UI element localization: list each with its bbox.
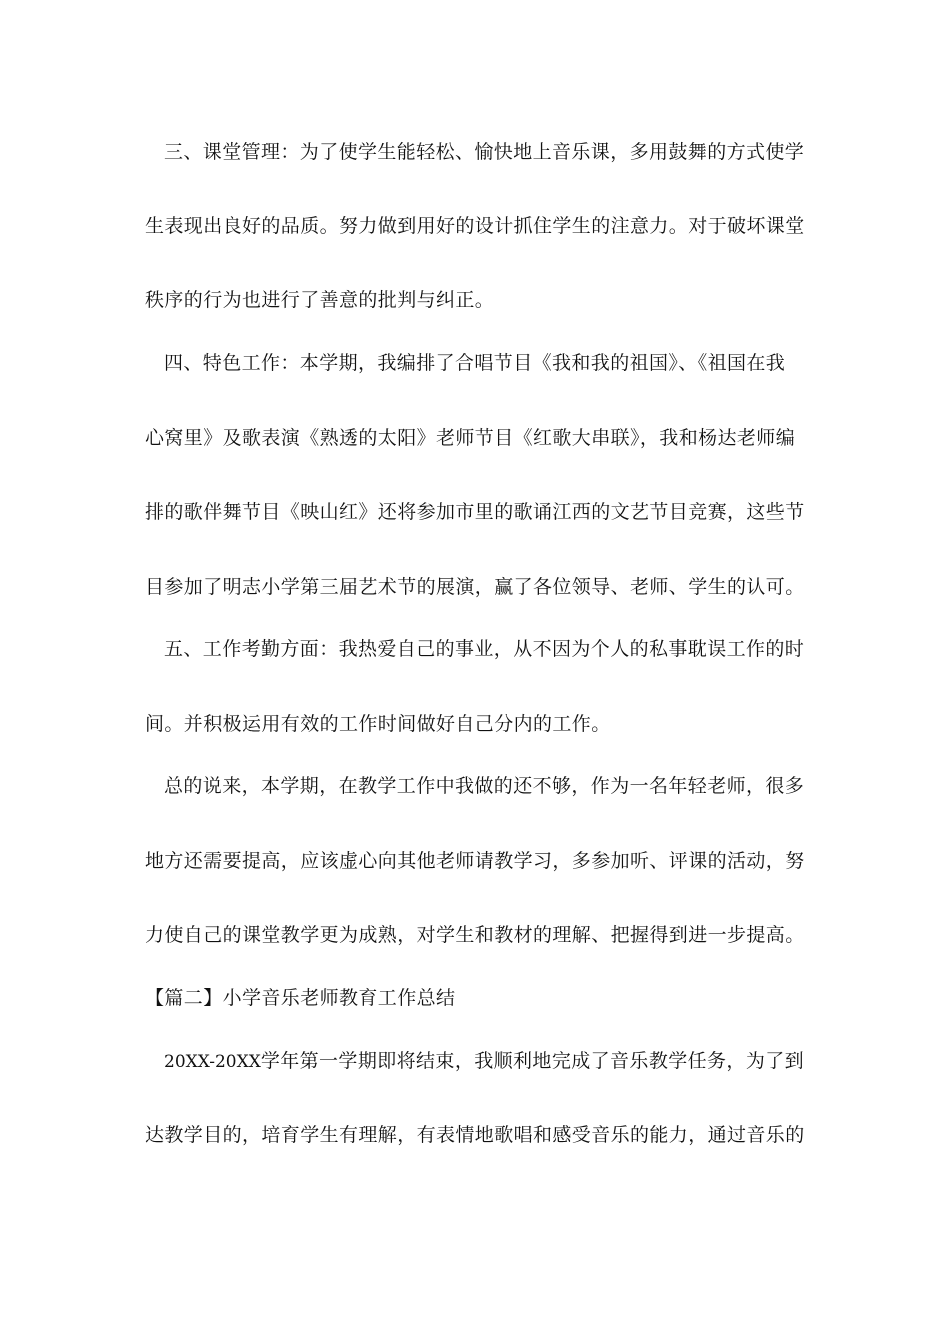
year-range: 20XX-20XX [164, 1052, 261, 1072]
paragraph-line: 四、特色工作：本学期，我编排了合唱节目《我和我的祖国》、《祖国在我 [164, 352, 786, 374]
section-heading: 【篇二】小学音乐老师教育工作总结 [145, 987, 456, 1009]
paragraph-line: 心窝里》及歌表演《熟透的太阳》老师节目《红歌大串联》，我和杨达老师编 [145, 427, 796, 449]
paragraph-line: 排的歌伴舞节目《映山红》还将参加市里的歌诵江西的文艺节目竞赛，这些节 [145, 501, 805, 523]
paragraph-line: 间。并积极运用有效的工作时间做好自己分内的工作。 [145, 713, 611, 735]
paragraph-line: 三、课堂管理：为了使学生能轻松、愉快地上音乐课，多用鼓舞的方式使学 [164, 141, 805, 163]
paragraph-line: 达教学目的，培育学生有理解，有表情地歌唱和感受音乐的能力，通过音乐的 [145, 1124, 805, 1146]
paragraph-text: 学年第一学期即将结束，我顺利地完成了音乐教学任务，为了到 [260, 1050, 805, 1072]
paragraph-line: 五、工作考勤方面：我热爱自己的事业，从不因为个人的私事耽误工作的时 [164, 638, 805, 660]
paragraph-line: 秩序的行为也进行了善意的批判与纠正。 [145, 289, 495, 311]
paragraph-line: 目参加了明志小学第三届艺术节的展演，赢了各位领导、老师、学生的认可。 [145, 576, 805, 598]
paragraph-line: 力使自己的课堂教学更为成熟，对学生和教材的理解、把握得到进一步提高。 [145, 924, 805, 946]
paragraph-line: 总的说来，本学期，在教学工作中我做的还不够，作为一名年轻老师，很多 [164, 775, 805, 797]
paragraph-line [145, 1048, 824, 1075]
paragraph-line: 生表现出良好的品质。努力做到用好的设计抓住学生的注意力。对于破坏课堂 [145, 215, 805, 237]
paragraph-line: 地方还需要提高，应该虚心向其他老师请教学习，多参加听、评课的活动，努 [145, 850, 805, 872]
